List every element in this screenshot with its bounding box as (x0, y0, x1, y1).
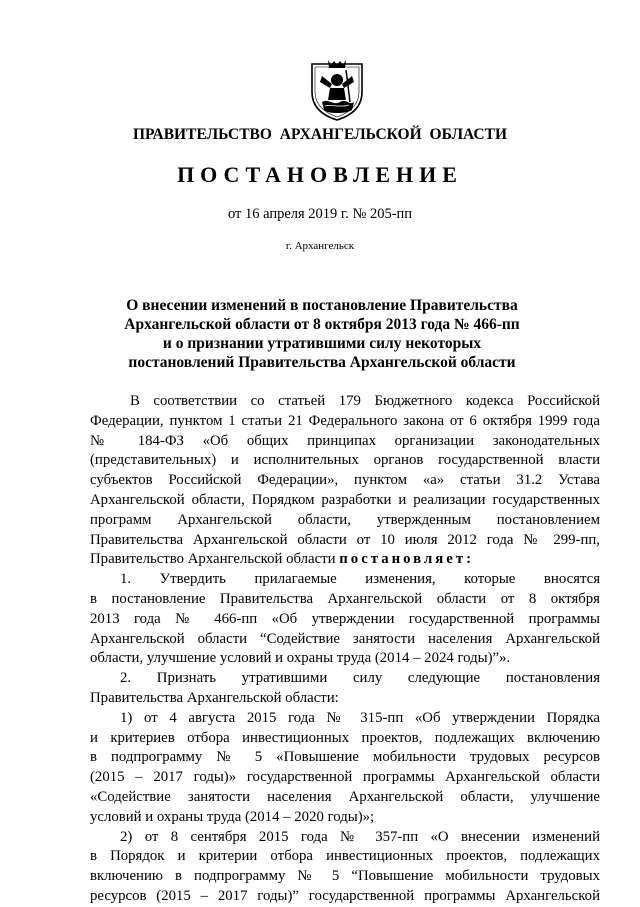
document-body (90, 392, 600, 907)
body-line: 1. Утвердить прилагаемые изменения, которые вносятся (120, 571, 600, 588)
body-line: Архангельской области, Порядком разработки и реализации государственных (90, 491, 600, 508)
body-line: 2. Признать утратившими силу следующие постановления (120, 670, 600, 687)
decree-keyword: постановляет (339, 551, 467, 568)
document-subject (90, 296, 554, 372)
subject-line: постановлений Правительства Архангельской области (128, 354, 516, 371)
body-line: и критериев отбора инвестиционных проектов, подлежащих включению (90, 729, 600, 746)
body-line: Правительства Архангельской области от 10 июля 2012 года № 299-пп, (90, 531, 600, 548)
body-line: Архангельской области “Содействие занятости населения Архангельской (90, 630, 600, 647)
government-name: ПРАВИТЕЛЬСТВО АРХАНГЕЛЬСКОЙ ОБЛАСТИ (132, 126, 507, 143)
arkhangelsk-coat-of-arms-icon (306, 58, 368, 122)
body-line: включению в подпрограмму № 5 “Повышение мобильности трудовых (90, 868, 600, 885)
body-line: в Порядок и критерии отбора инвестиционных проектов, подлежащих (90, 848, 600, 865)
body-text: : (466, 551, 475, 568)
body-line: в подпрограмму № 5 «Повышение мобильности трудовых ресурсов (90, 749, 600, 766)
body-line: 1) от 4 августа 2015 года № 315-пп «Об утверждении Порядка (120, 709, 600, 726)
document-date-number: от 16 апреля 2019 г. № 205-пп (227, 206, 413, 222)
body-line: 2) от 8 сентября 2015 года № 357-пп «О внесении изменений (120, 828, 600, 845)
body-line: программ Архангельской области, утвержденным постановлением (90, 511, 600, 528)
body-line: в постановление Правительства Архангельской области от 8 октября (90, 590, 600, 607)
body-line: № 184-ФЗ «Об общих принципах организации законодательных (90, 432, 600, 449)
body-line: В соответствии со статьей 179 Бюджетного кодекса Российской (130, 393, 600, 409)
document-type-title: ПОСТАНОВЛЕНИЕ (177, 162, 463, 187)
body-line: Правительства Архангельской области: (90, 689, 339, 706)
body-line: 2013 года № 466-пп «Об утверждении государственной программы (90, 610, 600, 627)
body-line: (представительных) и исполнительных органов государственной власти (90, 452, 600, 469)
body-line: условий и охраны труда (2014 – 2020 годы)»; (90, 808, 375, 825)
body-line: «Содействие занятости населения Архангельской области, улучшение (90, 788, 600, 805)
document-city: г. Архангельск (285, 240, 355, 252)
body-line: субъектов Российской Федерации», пунктом «а» статьи 31.2 Устава (90, 472, 600, 489)
subject-line: Архангельской области от 8 октября 2013 года № 466-пп (124, 316, 520, 333)
body-text: Правительство Архангельской области (90, 551, 340, 568)
body-line: области, улучшение условий и охраны труда (2014 – 2024 годы)”». (90, 650, 511, 667)
subject-line: и о признании утратившими силу некоторых (162, 335, 482, 352)
body-line: Федерации, пунктом 1 статьи 21 Федерального закона от 6 октября 1999 года (90, 412, 600, 429)
subject-line: О внесении изменений в постановление Правительства (126, 297, 518, 314)
body-line (90, 550, 600, 570)
body-line: ресурсов (2015 – 2017 годы)” государственной программы Архангельской (90, 887, 600, 904)
body-line: (2015 – 2017 годы)» государственной программы Архангельской области (90, 769, 600, 786)
